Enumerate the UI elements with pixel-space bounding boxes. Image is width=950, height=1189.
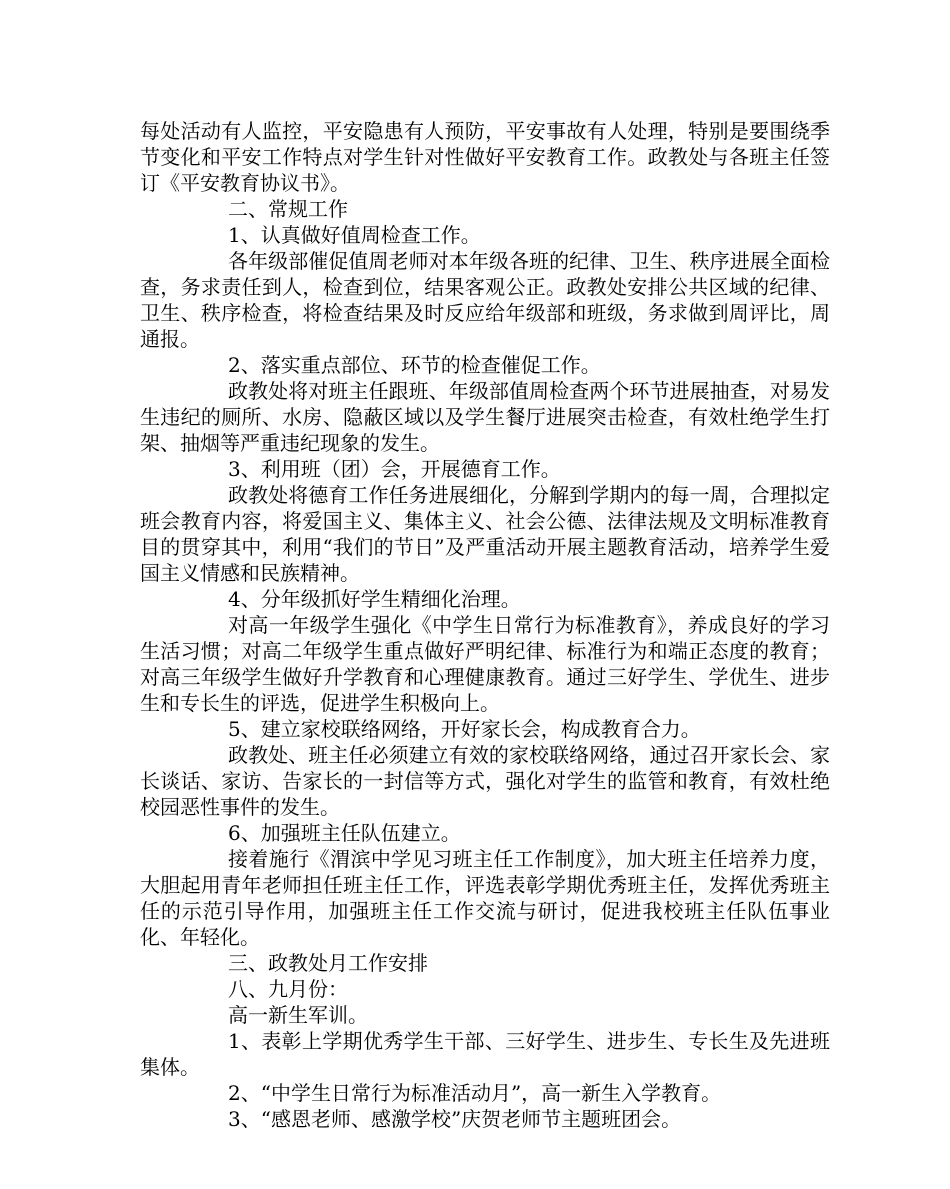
list-item: 2、“中学生日常行为标准活动月”，高一新生入学教育。 [228, 1081, 722, 1105]
item-heading: 3、利用班（团）会，开展德育工作。 [228, 457, 561, 481]
item-heading: 4、分年级抓好学生精细化治理。 [228, 587, 521, 611]
section-heading: 三、政教处月工作安排 [228, 951, 428, 975]
paragraph: 各年级部催促值周老师对本年级各班的纪律、卫生、秩序进展全面检查，务求责任到人，检查到位，结果客观公正。政教处安排公共区域的纪律、卫生、秩序检查，将检查结果及时反应给年级部和班级，务求做到周评比，周通报。 [140, 249, 830, 351]
document-body [140, 118, 830, 1132]
list-item: 3、“感恩老师、感激学校”庆贺老师节主题班团会。 [228, 1107, 682, 1131]
item-heading: 5、建立家校联络网络，开好家长会，构成教育合力。 [228, 717, 701, 741]
list-item: 高一新生军训。 [228, 1003, 368, 1027]
list-item: 1、表彰上学期优秀学生干部、三好学生、进步生、专长生及先进班集体。 [140, 1029, 830, 1079]
paragraph: 政教处、班主任必须建立有效的家校联络网络，通过召开家长会、家长谈话、家访、告家长的一封信等方式，强化对学生的监管和教育，有效杜绝校园恶性事件的发生。 [140, 743, 830, 819]
item-heading: 6、加强班主任队伍建立。 [228, 821, 461, 845]
item-heading: 2、落实重点部位、环节的检查催促工作。 [228, 353, 601, 377]
paragraph: 接着施行《渭滨中学见习班主任工作制度》，加大班主任培养力度，大胆起用青年老师担任班主任工作，评选表彰学期优秀班主任，发挥优秀班主任的示范引导作用，加强班主任工作交流与研讨，促进我校班主任队伍事业化、年轻化。 [140, 847, 830, 949]
item-heading: 1、认真做好值周检查工作。 [228, 223, 481, 247]
section-heading: 二、常规工作 [228, 197, 348, 221]
paragraph: 每处活动有人监控，平安隐患有人预防，平安事故有人处理，特别是要围绕季节变化和平安工作特点对学生针对性做好平安教育工作。政教处与各班主任签订《平安教育协议书》。 [140, 119, 830, 195]
paragraph: 政教处将德育工作任务进展细化，分解到学期内的每一周，合理拟定班会教育内容，将爱国主义、集体主义、社会公德、法律法规及文明标准教育目的贯穿其中，利用“我们的节日”及严重活动开展主题教育活动，培养学生爱国主义情感和民族精神。 [140, 483, 830, 585]
paragraph: 政教处将对班主任跟班、年级部值周检查两个环节进展抽查，对易发生违纪的厕所、水房、隐蔽区域以及学生餐厅进展突击检查，有效杜绝学生打架、抽烟等严重违纪现象的发生。 [140, 379, 830, 455]
month-heading: 八、九月份： [228, 977, 348, 1001]
paragraph: 对高一年级学生强化《中学生日常行为标准教育》，养成良好的学习生活习惯；对高二年级学生重点做好严明纪律、标准行为和端正态度的教育；对高三年级学生做好升学教育和心理健康教育。通过三好学生、学优生、进步生和专长生的评选，促进学生积极向上。 [140, 613, 830, 715]
